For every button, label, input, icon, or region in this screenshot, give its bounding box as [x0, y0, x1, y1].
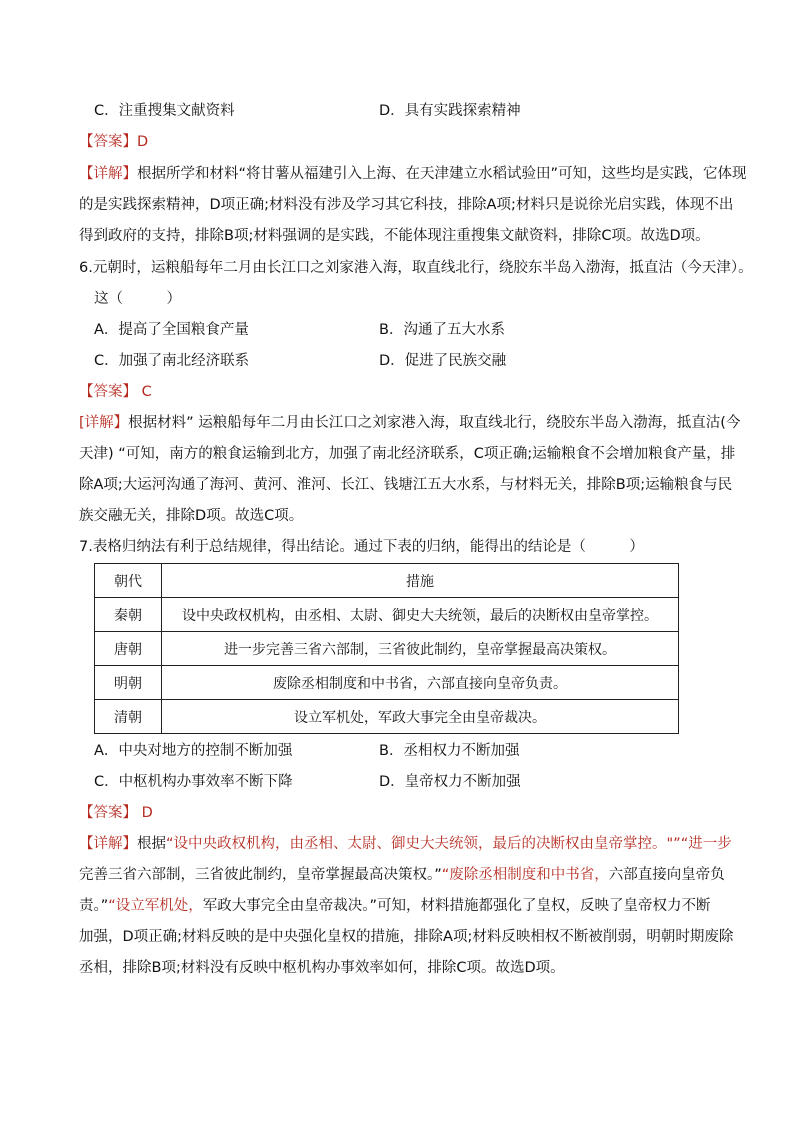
q7-option-b: B．丞相权力不断加强: [379, 743, 520, 759]
q5-option-c: C．注重搜集文献资料: [94, 103, 235, 119]
q5-answer: [79, 132, 148, 152]
q7-stem: 7.表格归纳法有利于总结规律，得出结论。通过下表的归纳，能得出的结论是（ ）: [79, 539, 644, 555]
q6-option-b: B．沟通了五大水系: [379, 322, 505, 338]
q7-detail-line-3: 责。”“设立军机处，军政大事完全由皇帝裁决。”可知，材料措施都强化了皇权，反映了皇帝权力不断: [79, 898, 711, 914]
detail-tag: 【详解】: [79, 836, 137, 852]
table-header-row: [95, 564, 679, 598]
q7-detail-line-1: 【详解】根据“设中央政权机构，由丞相、太尉、御史大夫统领，最后的决断权由皇帝掌控。"”“进一步: [79, 836, 732, 852]
answer-value: D: [137, 134, 149, 150]
q5-detail-line-1: 【详解】根据所学和材料“将甘薯从福建引入上海、在天津建立水稻试验田”可知，这些均是实践，它体现: [79, 166, 747, 182]
q5-detail-line-3: 得到政府的支持，排除B项;材料强调的是实践，不能体现注重搜集文献资料，排除C项。故选D项。: [79, 228, 710, 244]
column-header-measures: 措施: [162, 564, 679, 598]
table-row: [95, 700, 679, 734]
q6-detail-line-4: 族交融无关，排除D项。故选C项。: [79, 508, 304, 524]
measure-cell: 设立军机处，军政大事完全由皇帝裁决。: [162, 700, 679, 734]
table-row: [95, 632, 679, 666]
q6-detail-line-3: 除A项;大运河沟通了海河、黄河、淮河、长江、钱塘江五大水系，与材料无关，排除B项;运输粮食与民: [79, 477, 733, 493]
dynasty-cell: 唐朝: [95, 632, 162, 666]
q5-detail-line-2: 的是实践探索精神，D项正确;材料没有涉及学习其它科技，排除A项;材料只是说徐光启实践，体现不出: [79, 197, 734, 213]
measure-cell: 设中央政权机构，由丞相、太尉、御史大夫统领，最后的决断权由皇帝掌控。: [162, 598, 679, 632]
answer-value: C: [141, 384, 152, 400]
dynasty-cell: 明朝: [95, 666, 162, 700]
column-header-dynasty: 朝代: [95, 564, 162, 598]
q6-option-d: D．促进了民族交融: [379, 353, 507, 369]
q6-stem-cont: 这（ ）: [94, 291, 181, 307]
q7-detail-line-5: 丞相，排除B项;材料没有反映中枢机构办事效率如何，排除C项。故选D项。: [79, 960, 565, 976]
q7-answer: [79, 803, 153, 823]
measures-table: [94, 563, 679, 734]
table-row: [95, 598, 679, 632]
q7-detail-line-4: 加强，D项正确;材料反映的是中央强化皇权的措施，排除A项;材料反映相权不断被削弱，明朝时期废除: [79, 929, 734, 945]
dynasty-cell: 清朝: [95, 700, 162, 734]
detail-tag: [详解】: [79, 415, 129, 431]
answer-tag: 【答案】: [79, 384, 137, 400]
measure-cell: 废除丞相制度和中书省，六部直接向皇帝负责。: [162, 666, 679, 700]
q6-stem: 6.元朝时，运粮船每年二月由长江口之刘家港入海，取直线北行，绕胶东半岛入渤海，抵直沽（今天津）。: [79, 260, 753, 276]
q6-option-c: C．加强了南北经济联系: [94, 353, 250, 369]
measure-cell: 进一步完善三省六部制，三省彼此制约，皇帝掌握最高决策权。: [162, 632, 679, 666]
q6-detail-line-2: 天津) “可知，南方的粮食运输到北方，加强了南北经济联系，C项正确;运输粮食不会增加粮食产量，排: [79, 446, 736, 462]
q6-detail-line-1: [详解】根据材料” 运粮船每年二月由长江口之刘家港入海，取直线北行，绕胶东半岛入渤海，抵直沽(今: [79, 415, 741, 431]
q6-option-a: A．提高了全国粮食产量: [94, 322, 249, 338]
dynasty-cell: 秦朝: [95, 598, 162, 632]
q7-detail-line-2: 完善三省六部制，三省彼此制约，皇帝掌握最高决策权。”“废除丞相制度和中书省，六部直接向皇帝负: [79, 867, 725, 883]
detail-tag: 【详解】: [79, 166, 137, 182]
q7-option-a: A．中央对地方的控制不断加强: [94, 743, 293, 759]
q5-option-d: D．具有实践探索精神: [379, 103, 521, 119]
q7-option-c: C．中枢机构办事效率不断下降: [94, 774, 293, 790]
q6-answer: [79, 382, 152, 402]
answer-tag: 【答案】: [79, 134, 137, 150]
answer-value: D: [141, 805, 153, 821]
answer-tag: 【答案】: [79, 805, 137, 821]
table-row: [95, 666, 679, 700]
q7-option-d: D．皇帝权力不断加强: [379, 774, 521, 790]
